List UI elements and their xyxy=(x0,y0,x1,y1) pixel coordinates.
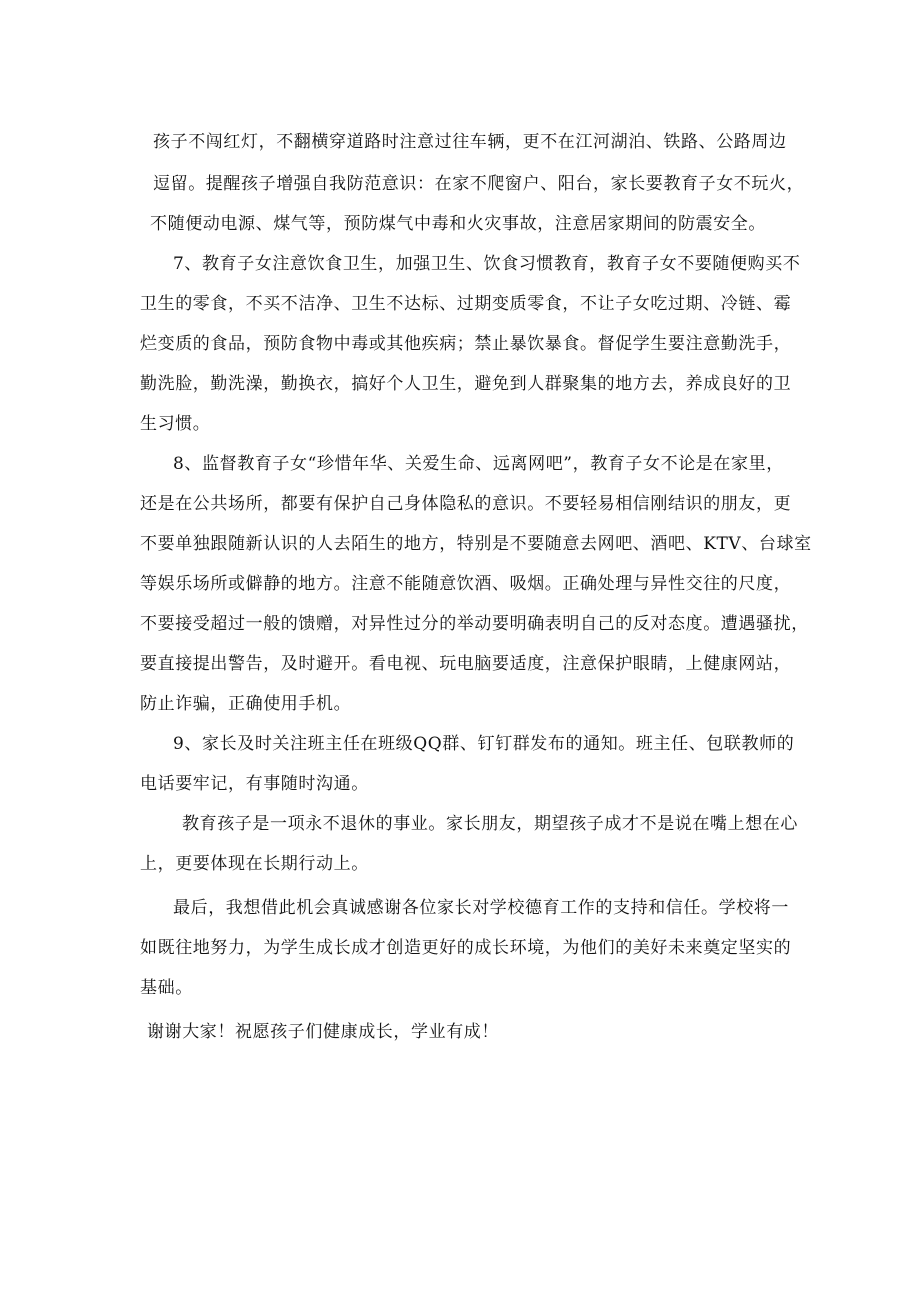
text-line-15: 防止诈骗，正确使用手机。 xyxy=(140,694,352,714)
text-line-3: 不随便动电源、煤气等，预防煤气中毒和火灾事故，注意居家期间的防震安全。 xyxy=(150,214,766,234)
text-line-5: 卫生的零食，不买不洁净、卫生不达标、过期变质零食，不让子女吃过期、冷链、霉 xyxy=(140,294,792,314)
text-line-9: 8、监督教育子女“珍惜年华、关爱生命、远离网吧”，教育子女不论是在家里， xyxy=(173,454,784,474)
text-line-22: 基础。 xyxy=(140,978,193,998)
text-line-18: 教育孩子是一项永不退休的事业。家长朋友，期望孩子成才不是说在嘴上想在心 xyxy=(182,814,798,834)
text-line-10: 还是在公共场所，都要有保护自己身体隐私的意识。不要轻易相信刚结识的朋友，更 xyxy=(140,494,792,514)
text-line-11: 不要单独跟随新认识的人去陌生的地方，特别是不要随意去网吧、酒吧、KTV、台球室 xyxy=(140,534,812,554)
text-line-16: 9、家长及时关注班主任在班级QQ群、钉钉群发布的通知。班主任、包联教师的 xyxy=(173,734,795,754)
text-line-4: 7、教育子女注意饮食卫生，加强卫生、饮食习惯教育，教育子女不要随便购买不 xyxy=(173,254,801,274)
text-line-17: 电话要牢记，有事随时沟通。 xyxy=(140,774,369,794)
text-line-20: 最后，我想借此机会真诚感谢各位家长对学校德育工作的支持和信任。学校将一 xyxy=(173,898,789,918)
text-line-6: 烂变质的食品，预防食物中毒或其他疾病；禁止暴饮暴食。督促学生要注意勤洗手， xyxy=(140,334,792,354)
text-line-21: 如既往地努力，为学生成长成才创造更好的成长环境，为他们的美好未来奠定坚实的 xyxy=(140,938,792,958)
text-line-14: 要直接提出警告，及时避开。看电视、玩电脑要适度，注意保护眼睛，上健康网站， xyxy=(140,654,792,674)
text-line-19: 上，更要体现在长期行动上。 xyxy=(140,854,369,874)
text-line-12: 等娱乐场所或僻静的地方。注意不能随意饮酒、吸烟。正确处理与异性交往的尺度， xyxy=(140,574,792,594)
text-line-7: 勤洗脸，勤洗澡，勤换衣，搞好个人卫生，避免到人群聚集的地方去，养成良好的卫 xyxy=(140,374,792,394)
text-line-13: 不要接受超过一般的馈赠，对异性过分的举动要明确表明自己的反对态度。遭遇骚扰， xyxy=(140,614,809,634)
text-line-23: 谢谢大家！祝愿孩子们健康成长，学业有成！ xyxy=(147,1022,499,1042)
text-line-1: 孩子不闯红灯，不翻横穿道路时注意过往车辆，更不在江河湖泊、铁路、公路周边 xyxy=(153,132,787,152)
text-line-8: 生习惯。 xyxy=(140,414,211,434)
text-line-2: 逗留。提醒孩子增强自我防范意识：在家不爬窗户、阳台，家长要教育子女不玩火， xyxy=(153,174,805,194)
